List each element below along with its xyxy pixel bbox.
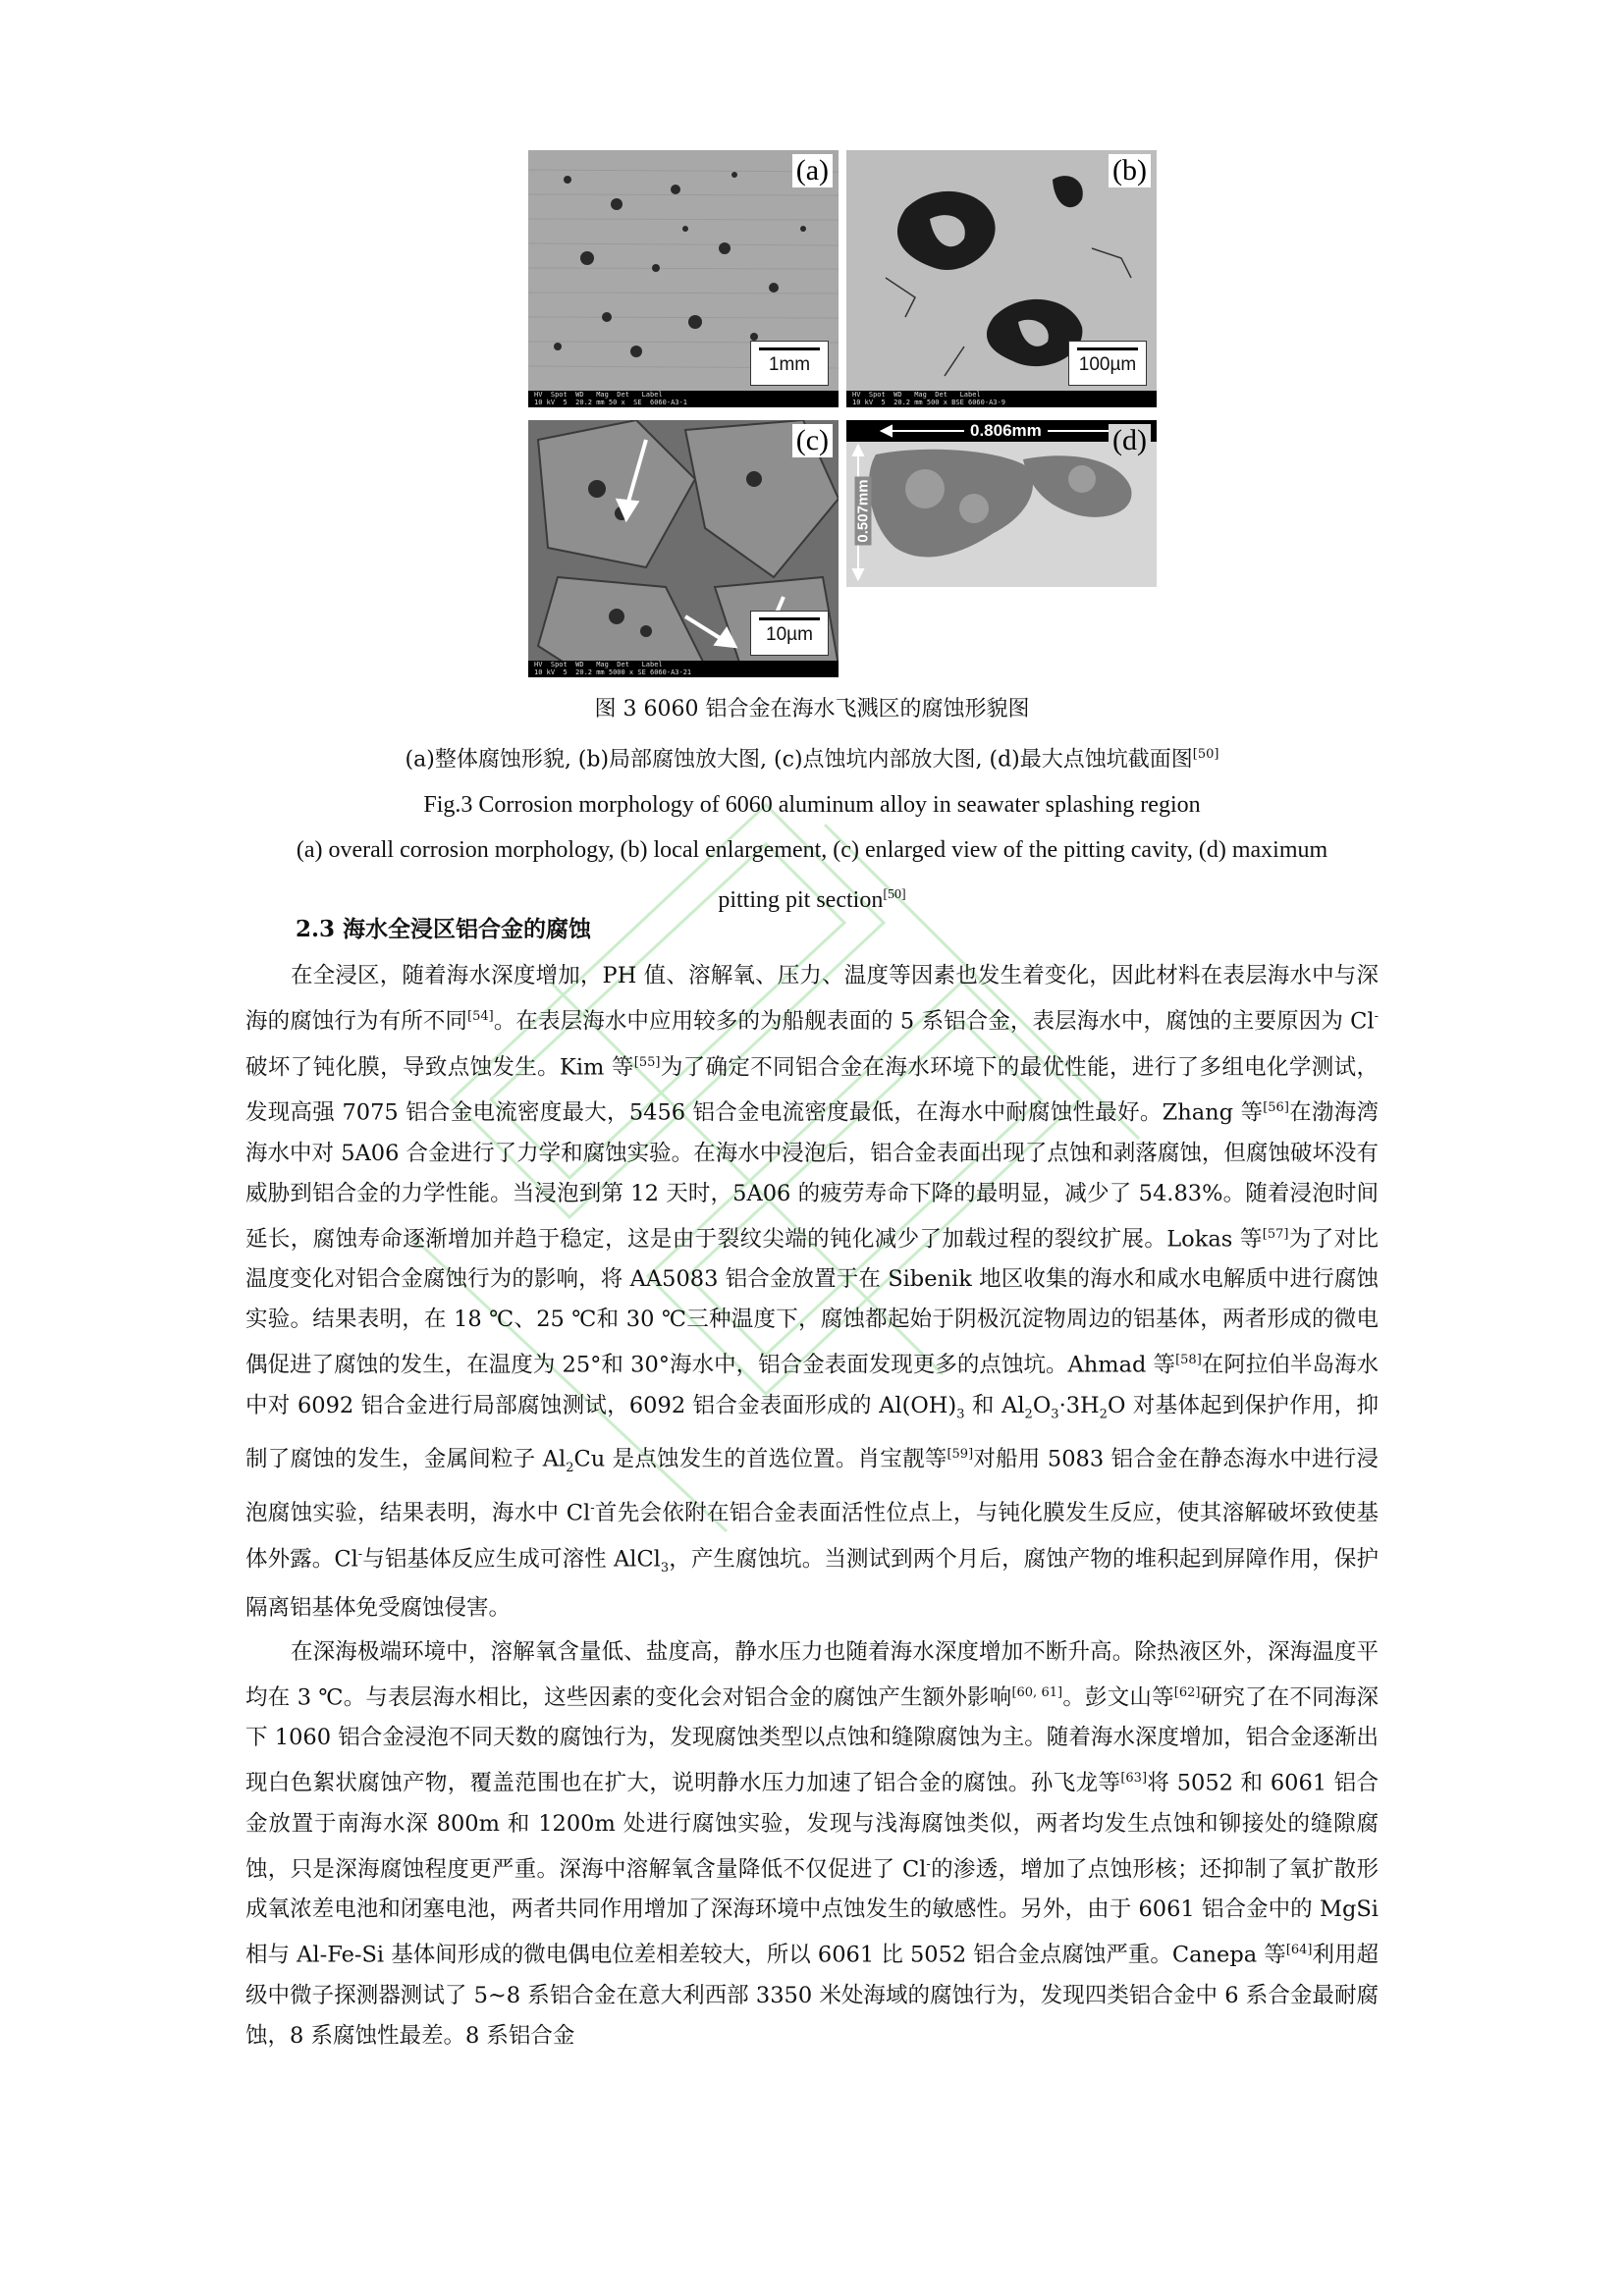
panel-label-c: (c) xyxy=(792,424,833,457)
sem-databar-b: HV Spot WD Mag Det Label 10 kV 5 20.2 mm 500 x BSE 6060-A3-9 xyxy=(846,391,1157,407)
scale-bar-b xyxy=(1068,341,1147,386)
caption-en: Fig.3 Corrosion morphology of 6060 aluminum alloy in seawater splashing region xyxy=(423,792,1201,819)
figure-panel-c xyxy=(528,420,839,677)
panel-label-a: (a) xyxy=(792,154,833,187)
panel-label-b: (b) xyxy=(1109,154,1151,187)
scale-bar-c xyxy=(750,611,829,656)
figure-panel-b xyxy=(846,150,1157,407)
caption-cn: 图 3 6060 铝合金在海水飞溅区的腐蚀形貌图 xyxy=(594,697,1030,721)
sem-databar-c: HV Spot WD Mag Det Label 10 kV 5 20.2 mm 5000 x SE 6060-A3-21 xyxy=(528,661,839,677)
pit-height-label: 0.507mm xyxy=(855,477,872,546)
scale-bar-b-label: 100µm xyxy=(1078,354,1137,375)
article-body xyxy=(245,909,1379,2056)
pit-width-label: 0.806mm xyxy=(964,420,1048,442)
paragraph-2: 在深海极端环境中，溶解氧含量低、盐度高，静水压力也随着海水深度增加不断升高。除热液区外，深海温度平均在 3 ℃。与表层海水相比，这些因素的变化会对铝合金的腐蚀产生额外影响[60, 61]。彭文山等[62]研究了在不同海深下 1060 铝合金浸泡不同天数的腐蚀行为，发现腐蚀类型以点蚀和缝隙腐蚀为主。随着海水深度增加，铝合金逐渐出现白色絮状腐蚀产物，覆盖范围也在扩大，说明静水压力加速了铝合金的腐蚀。孙飞龙等[63]将 5052 和 6061 铝合金放置于南海水深 800m 和 1200m 处进行腐蚀实验，发现与浅海腐蚀类似，两者均发生点蚀和铆接处的缝隙腐蚀，只是深海腐蚀程度更严重。深海中溶解氧含量降低不仅促进了 Cl-的渗透，增加了点蚀形核；还抑制了氧扩散形成氧浓差电池和闭塞电池，两者共同作用增加了深海环境中点蚀发生的敏感性。另外，由于 6061 铝合金中的 MgSi 相与 Al-Fe-Si 基体间形成的微电偶电位差相差较大，所以 6061 比 5052 铝合金点腐蚀严重。Canepa 等[64]利用超级中微子探测器测试了 5~8 系铝合金在意大利西部 3350 米处海域的腐蚀行为，发现四类铝合金中 6 系合金最耐腐蚀，8 系腐蚀性最差。8 系铝合金 xyxy=(245,1638,1380,2049)
paragraph-1: 在全浸区，随着海水深度增加，PH 值、溶解氧、压力、温度等因素也发生着变化，因此材料在表层海水中与深海的腐蚀行为有所不同[54]。在表层海水中应用较多的为船舰表面的 5 系铝合金，表层海水中，腐蚀的主要原因为 Cl-破坏了钝化膜，导致点蚀发生。Kim 等[55]为了确定不同铝合金在海水环境下的最优性能，进行了多组电化学测试，发现高强 7075 铝合金电流密度最大，5456 铝合金电流密度最低，在海水中耐腐蚀性最好。Zhang 等[56]在渤海湾海水中对 5A06 合金进行了力学和腐蚀实验。在海水中浸泡后，铝合金表面出现了点蚀和剥落腐蚀，但腐蚀破坏没有威胁到铝合金的力学性能。当浸泡到第 12 天时，5A06 的疲劳寿命下降的最明显，减少了 54.83%。随着浸泡时间延长，腐蚀寿命逐渐增加并趋于稳定，这是由于裂纹尖端的钝化减少了加载过程的裂纹扩展。Lokas 等[57]为了对比温度变化对铝合金腐蚀行为的影响，将 AA5083 铝合金放置于在 Sibenik 地区收集的海水和咸水电解质中进行腐蚀实验。结果表明，在 18 ℃、25 ℃和 30 ℃三种温度下，腐蚀都起始于阴极沉淀物周边的铝基体，两者形成的微电偶促进了腐蚀的发生，在温度为 25°和 30°海水中，铝合金表面发现更多的点蚀坑。Ahmad 等[58]在阿拉伯半岛海水中对 6092 铝合金进行局部腐蚀测试，6092 铝合金表面形成的 $Al(OH)_3$ 和 $Al_2O_3\cdot 3H_2O$ 对基体起到保护作用，抑制了腐蚀的发生，金属间粒子 $Al_2Cu$ 是点蚀发生的首选位置。肖宝靓等[59]对船用 5083 铝合金在静态海水中进行浸泡腐蚀实验，结果表明，海水中 Cl-首先会依附在铝合金表面活性位点上，与钝化膜发生反应，使其溶解破坏致使基体外露。Cl-与铝基体反应生成可溶性 AlCl$_3$，产生腐蚀坑。当测试到两个月后，腐蚀产物的堆积起到屏障作用，保护隔离铝基体免受腐蚀侵害。 xyxy=(245,963,1379,1621)
scale-bar-c-label: 10µm xyxy=(766,624,813,645)
scale-bar-a-label: 1mm xyxy=(768,354,811,375)
figure-panel-d xyxy=(846,420,1157,587)
subcaption-en-line2: pitting pit section[50] xyxy=(718,887,906,914)
sem-databar-a: HV Spot WD Mag Det Label 10 kV 5 20.2 mm 50 x SE 6060-A3-1 xyxy=(528,391,839,407)
section-heading: 2.3 海水全浸区铝合金的腐蚀 xyxy=(296,916,592,942)
scale-bar-a xyxy=(750,341,829,386)
figure-caption xyxy=(245,687,1379,923)
panel-label-d: (d) xyxy=(1109,424,1151,457)
subcaption-cn: (a)整体腐蚀形貌, (b)局部腐蚀放大图, (c)点蚀坑内部放大图, (d)最大点蚀坑截面图[50] xyxy=(405,747,1219,773)
figure-panel-a xyxy=(528,150,839,407)
subcaption-en-line1: (a) overall corrosion morphology, (b) local enlargement, (c) enlarged view of the pitting cavity, (d) maximum xyxy=(296,837,1328,864)
